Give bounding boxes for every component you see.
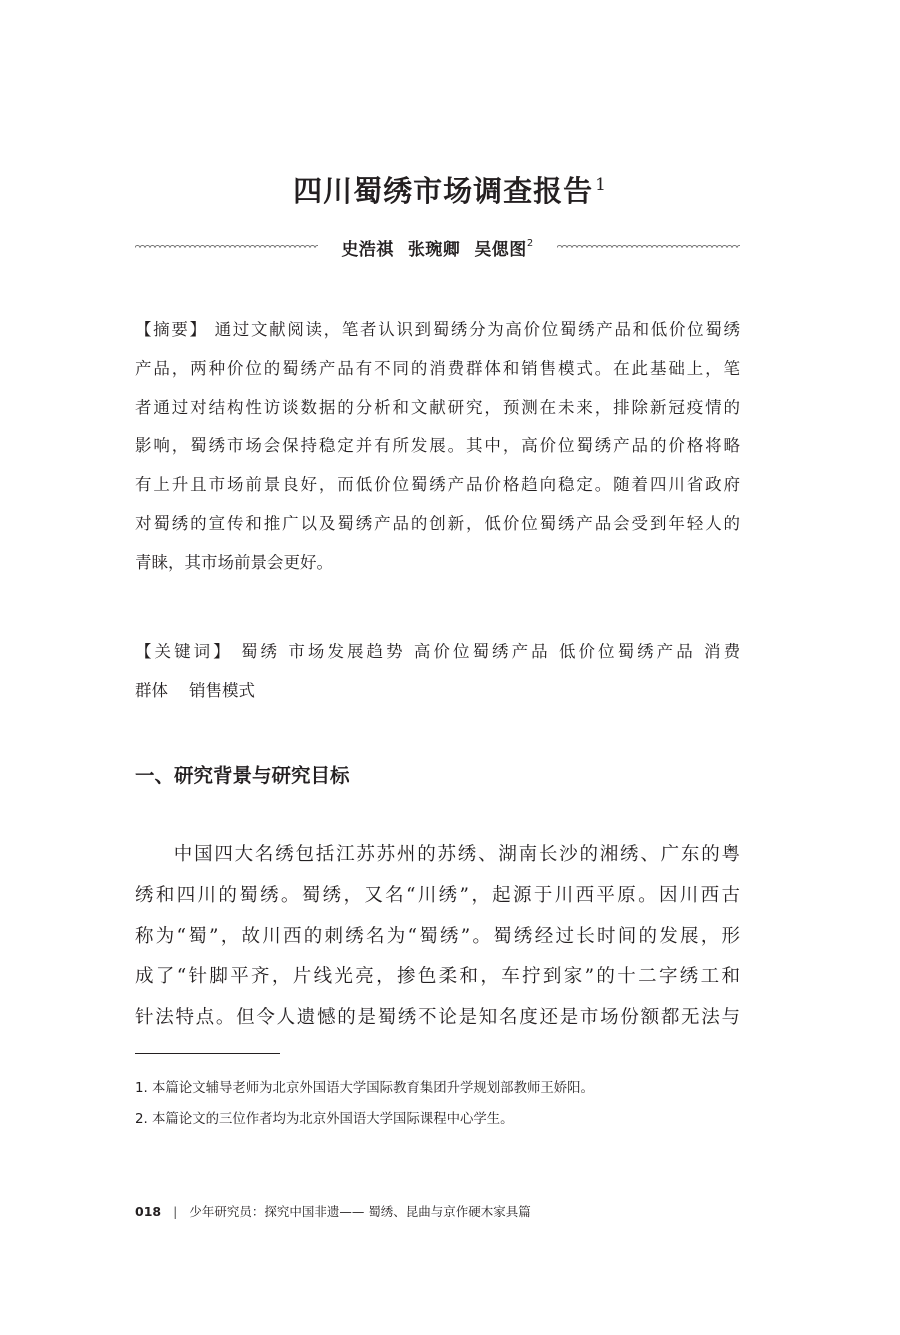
author-name: 史浩祺 xyxy=(341,239,394,260)
keywords-line xyxy=(135,632,740,671)
abstract-line: 影响，蜀绣市场会保持稳定并有所发展。其中，高价位蜀绣产品的价格将略 xyxy=(135,436,740,456)
footer-separator: | xyxy=(173,1204,178,1219)
footnote-rule xyxy=(135,1053,280,1054)
keyword: 市场发展趋势 xyxy=(288,642,406,661)
paper-title xyxy=(0,169,900,210)
keyword: 消费 xyxy=(704,642,741,661)
body-line: 称为“蜀”，故川西的刺绣名为“蜀绣”。蜀绣经过长时间的发展，形 xyxy=(135,925,740,947)
author-name: 张琬卿 xyxy=(407,239,461,260)
left-wave-rule xyxy=(135,244,318,250)
body-line: 成了“针脚平齐，片线光亮，掺色柔和，车拧到家”的十二字绣工和 xyxy=(135,966,740,988)
body-paragraph xyxy=(135,835,740,1039)
author-footnote-marker: 2 xyxy=(526,237,534,249)
keyword: 蜀绣 xyxy=(241,642,281,661)
right-wave-rule xyxy=(557,244,740,250)
abstract-label: 【摘要】 xyxy=(135,320,208,339)
keyword: 销售模式 xyxy=(188,681,255,700)
keyword: 低价位蜀绣产品 xyxy=(558,642,696,661)
page-number: 018 xyxy=(135,1204,162,1219)
running-title: 少年研究员：探究中国非遗—— 蜀绣、昆曲与京作硬木家具篇 xyxy=(189,1204,531,1219)
abstract-line: 对蜀绣的宣传和推广以及蜀绣产品的创新，低价位蜀绣产品会受到年轻人的 xyxy=(135,513,740,533)
abstract-line: 者通过对结构性访谈数据的分析和文献研究，预测在未来，排除新冠疫情的 xyxy=(135,397,740,417)
author-name: 吴偲图$^2$ xyxy=(474,237,534,260)
body-line: 中国四大名绣包括江苏苏州的苏绣、湖南长沙的湘绣、广东的粤 xyxy=(172,844,740,865)
keywords-line xyxy=(135,671,740,710)
abstract xyxy=(135,311,740,583)
abstract-line: 青睐，其市场前景会更好。 xyxy=(135,552,333,572)
abstract-line: 产品，两种价位的蜀绣产品有不同的消费群体和销售模式。在此基础上，笔 xyxy=(135,358,740,378)
footnote: 1. 本篇论文辅导老师为北京外国语大学国际教育集团升学规划部教师王娇阳。 xyxy=(135,1081,594,1096)
title-text: 四川蜀绣市场调查报告 xyxy=(293,174,594,209)
section-heading: 一、研究背景与研究目标 xyxy=(135,764,350,787)
body-line: 针法特点。但令人遗憾的是蜀绣不论是知名度还是市场份额都无法与 xyxy=(135,1007,740,1029)
abstract-line: 有上升且市场前景良好，而低价位蜀绣产品价格趋向稳定。随着四川省政府 xyxy=(135,475,740,495)
author-line xyxy=(135,233,740,261)
keyword: 群体 xyxy=(135,681,168,700)
keyword: 高价位蜀绣产品 xyxy=(413,642,551,661)
footnotes xyxy=(135,1073,755,1135)
abstract-line: 【摘要】 通过文献阅读，笔者认识到蜀绣分为高价位蜀绣产品和低价位蜀绣 xyxy=(135,320,741,339)
page-footer xyxy=(135,1202,531,1220)
author-list xyxy=(318,235,556,260)
body-line: 绣和四川的蜀绣。蜀绣，又名“川绣”，起源于川西平原。因川西古 xyxy=(135,884,740,906)
footnote: 2. 本篇论文的三位作者均为北京外国语大学国际课程中心学生。 xyxy=(135,1112,514,1127)
title-footnote-marker: 1 xyxy=(595,175,607,196)
keywords xyxy=(135,632,740,710)
keywords-label: 【关键词】 xyxy=(135,642,233,661)
